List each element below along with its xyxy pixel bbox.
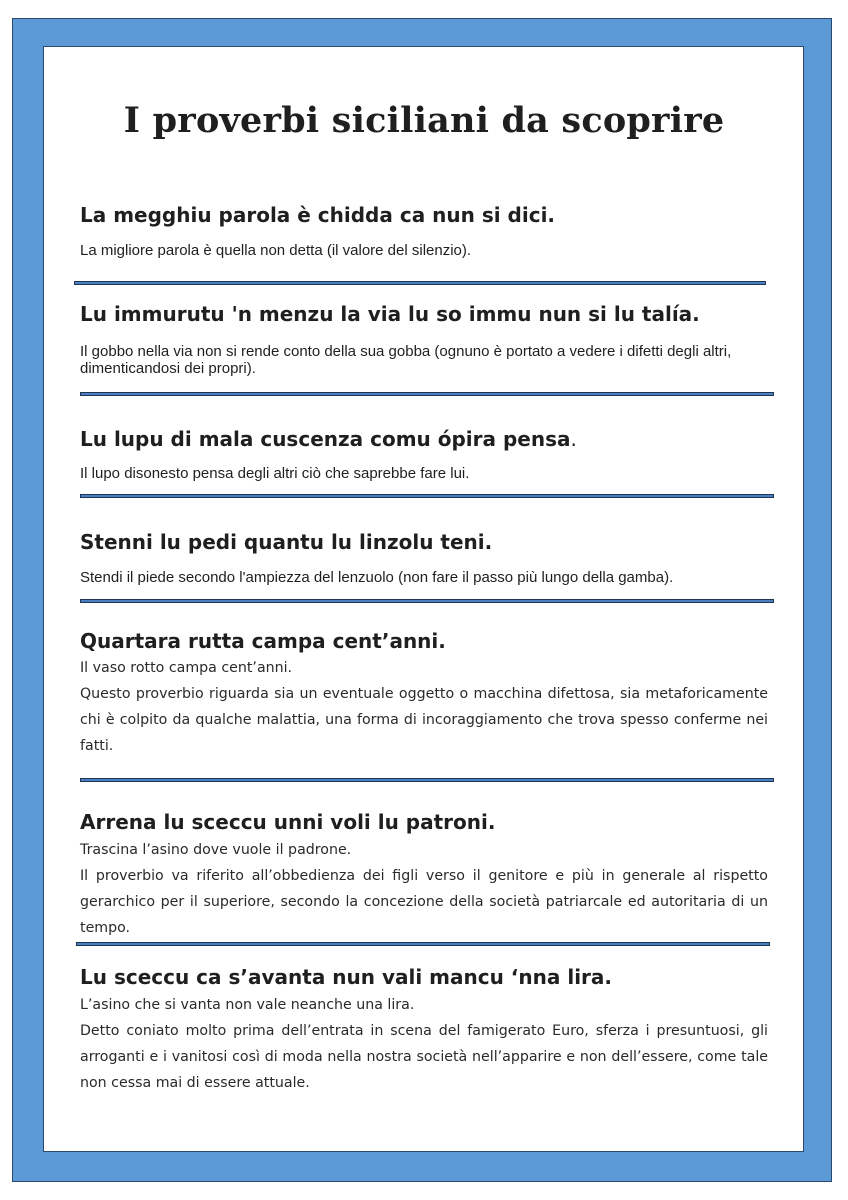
page-title: I proverbi siciliani da scoprire <box>123 100 725 141</box>
proverb-7-translation: L’asino che si vanta non vale neanche una lira. <box>80 997 415 1013</box>
proverb-7-explanation: Detto coniato molto prima dell’entrata in scena del famigerato Euro, sferza i presuntuosi, gli arroganti e i vanitosi così di moda nella nostra società nell’apparire e non dell’essere, come tale non cessa mai di essere attuale. <box>80 1023 768 1091</box>
proverb-4-meaning: Stendi il piede secondo l'ampiezza del lenzuolo (non fare il passo più lungo della gamba). <box>80 569 674 586</box>
proverb-4-sicilian: Stenni lu pedi quantu lu linzolu teni. <box>80 530 493 554</box>
proverb-1-sicilian: La megghiu parola è chidda ca nun si dici. <box>80 203 556 227</box>
proverb-7-sicilian: Lu sceccu ca s’avanta nun vali mancu ‘nna lira. <box>80 965 613 989</box>
proverb-2-sicilian: Lu immurutu 'n menzu la via lu so immu nun si lu talía. <box>80 302 700 326</box>
separator-line <box>76 942 770 946</box>
separator-line <box>80 392 774 396</box>
proverb-6-sicilian: Arrena lu sceccu unni voli lu patroni. <box>80 810 496 834</box>
proverb-3-sicilian <box>80 427 577 451</box>
separator-line <box>80 778 774 782</box>
proverb-5-explanation: Questo proverbio riguarda sia un eventuale oggetto o macchina difettosa, sia metaforicamente chi è colpito da qualche malattia, una forma di incoraggiamento che trova spesso conferme nei fatti. <box>80 686 768 754</box>
proverb-6-translation: Trascina l’asino dove vuole il padrone. <box>80 842 352 858</box>
separator-line <box>74 281 766 285</box>
separator-line <box>80 494 774 498</box>
proverb-1-meaning: La migliore parola è quella non detta (il valore del silenzio). <box>80 242 472 259</box>
proverb-5-translation: Il vaso rotto campa cent’anni. <box>80 660 293 676</box>
proverb-6-explanation: Il proverbio va riferito all’obbedienza dei figli verso il genitore e più in generale al rispetto gerarchico per il superiore, secondo la concezione della società patriarcale ed autoritaria di un tempo. <box>80 868 768 936</box>
proverb-5-sicilian: Quartara rutta campa cent’anni. <box>80 629 446 653</box>
proverb-3-sicilian-text: Lu lupu di mala cuscenza comu ópira pensa <box>80 427 571 451</box>
separator-line <box>80 599 774 603</box>
proverb-3-meaning: Il lupo disonesto pensa degli altri ciò che saprebbe fare lui. <box>80 465 470 482</box>
proverb-2-meaning: Il gobbo nella via non si rende conto della sua gobba (ognuno è portato a vedere i difetti degli altri, dimenticandosi dei propri). <box>80 343 732 377</box>
proverb-3-sicilian-period: . <box>570 427 577 451</box>
